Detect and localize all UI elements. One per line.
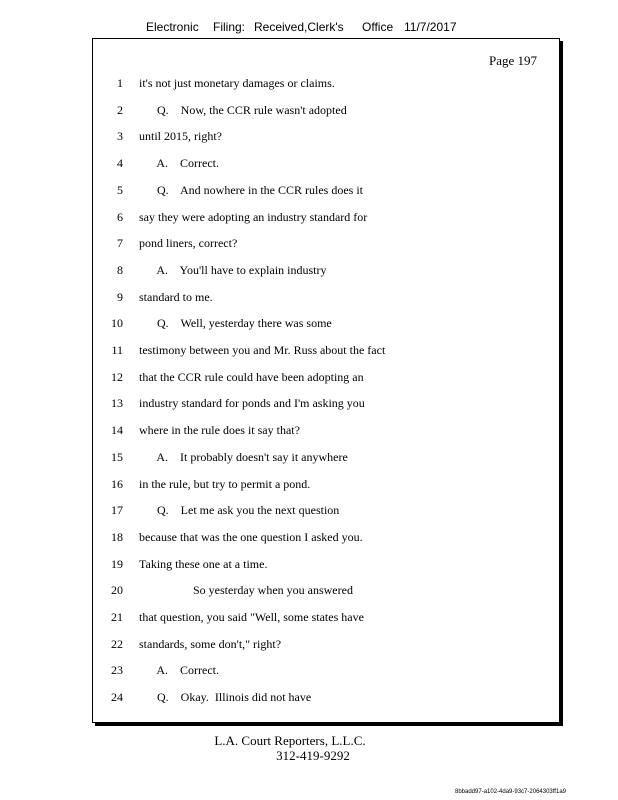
line-number: 1 (117, 76, 123, 90)
line-number: 4 (117, 156, 123, 171)
page-number: Page 197 (488, 53, 537, 68)
transcript-line (93, 207, 559, 227)
transcript-line (93, 260, 559, 280)
line-number: 7 (117, 236, 123, 251)
line-text: in the rule, but try to permit a pond. (139, 476, 311, 491)
line-number: 17 (111, 503, 123, 518)
transcript-line (93, 313, 559, 333)
stamp-word: Received,Clerk's (254, 20, 344, 34)
line-text: where in the rule does it say that? (139, 423, 300, 438)
stamp-word: Electronic (146, 20, 199, 34)
transcript-line (93, 287, 559, 307)
transcript-line (93, 447, 559, 467)
line-number: 11 (111, 343, 123, 357)
line-number: 18 (111, 529, 123, 544)
transcript-line (93, 73, 559, 93)
transcript-page (92, 38, 560, 723)
line-text: Q. Well, yesterday there was some (139, 316, 332, 331)
transcript-line (93, 367, 559, 387)
transcript-line (93, 233, 559, 253)
transcript-line (93, 153, 559, 173)
line-text: pond liners, correct? (139, 236, 238, 251)
document-hash: 8bbadd97-a102-4da9-93c7-2064303ff1a9 (455, 789, 566, 795)
line-text: say they were adopting an industry standard for (139, 209, 368, 224)
line-number: 21 (111, 610, 123, 624)
line-text: A. You'll have to explain industry (139, 262, 327, 277)
transcript-line (93, 554, 559, 574)
line-text: testimony between you and Mr. Russ about the fact (139, 343, 386, 357)
line-text: it's not just monetary damages or claims. (139, 76, 335, 90)
filing-stamp (0, 20, 618, 36)
transcript-line (93, 100, 559, 120)
line-text: that the CCR rule could have been adopting an (139, 369, 364, 384)
transcript-line (93, 474, 559, 494)
line-number: 10 (111, 316, 123, 331)
reporter-name: L.A. Court Reporters, L.L.C. (214, 733, 366, 748)
line-text: Q. Okay. Illinois did not have (139, 690, 312, 705)
line-number: 20 (111, 583, 123, 598)
line-text: industry standard for ponds and I'm asking you (139, 396, 365, 411)
stamp-word: Office (362, 20, 394, 34)
transcript-line (93, 660, 559, 680)
line-text: standards, some don't," right? (139, 636, 282, 651)
transcript-line (93, 393, 559, 413)
line-number: 12 (111, 369, 123, 384)
line-number: 13 (111, 396, 123, 411)
line-number: 23 (111, 663, 123, 678)
transcript-line (93, 607, 559, 627)
line-number: 3 (117, 129, 123, 144)
transcript-line (93, 634, 559, 654)
line-number: 5 (117, 182, 123, 197)
line-text: Q. Let me ask you the next question (139, 503, 340, 518)
line-text: Taking these one at a time. (139, 556, 268, 571)
line-text: because that was the one question I asked you. (139, 529, 363, 544)
transcript-line (93, 687, 559, 707)
reporter-phone: 312-419-9292 (276, 748, 350, 763)
line-text: A. It probably doesn't say it anywhere (139, 449, 348, 464)
transcript-line (93, 126, 559, 146)
line-text: Q. Now, the CCR rule wasn't adopted (139, 102, 347, 117)
line-number: 9 (117, 289, 123, 304)
line-text: standard to me. (139, 289, 213, 304)
line-number: 8 (117, 262, 123, 277)
line-number: 24 (111, 690, 123, 705)
line-text: that question, you said "Well, some states have (139, 610, 364, 624)
line-number: 22 (111, 636, 123, 651)
stamp-word: Filing: (213, 20, 246, 34)
transcript-line (93, 527, 559, 547)
line-number: 14 (111, 423, 123, 438)
line-number: 16 (111, 476, 123, 491)
line-text: So yesterday when you answered (139, 583, 353, 598)
stamp-word: 11/7/2017 (404, 20, 457, 34)
line-number: 2 (117, 102, 123, 117)
transcript-line (93, 340, 559, 360)
transcript-line (93, 500, 559, 520)
line-number: 15 (111, 449, 123, 464)
transcript-line (93, 180, 559, 200)
line-text: until 2015, right? (139, 129, 222, 144)
line-number: 19 (111, 556, 123, 571)
line-text: Q. And nowhere in the CCR rules does it (139, 182, 363, 197)
line-text: A. Correct. (139, 156, 219, 171)
transcript-line (93, 420, 559, 440)
line-text: A. Correct. (139, 663, 219, 678)
line-number: 6 (117, 209, 123, 224)
transcript-line (93, 580, 559, 600)
